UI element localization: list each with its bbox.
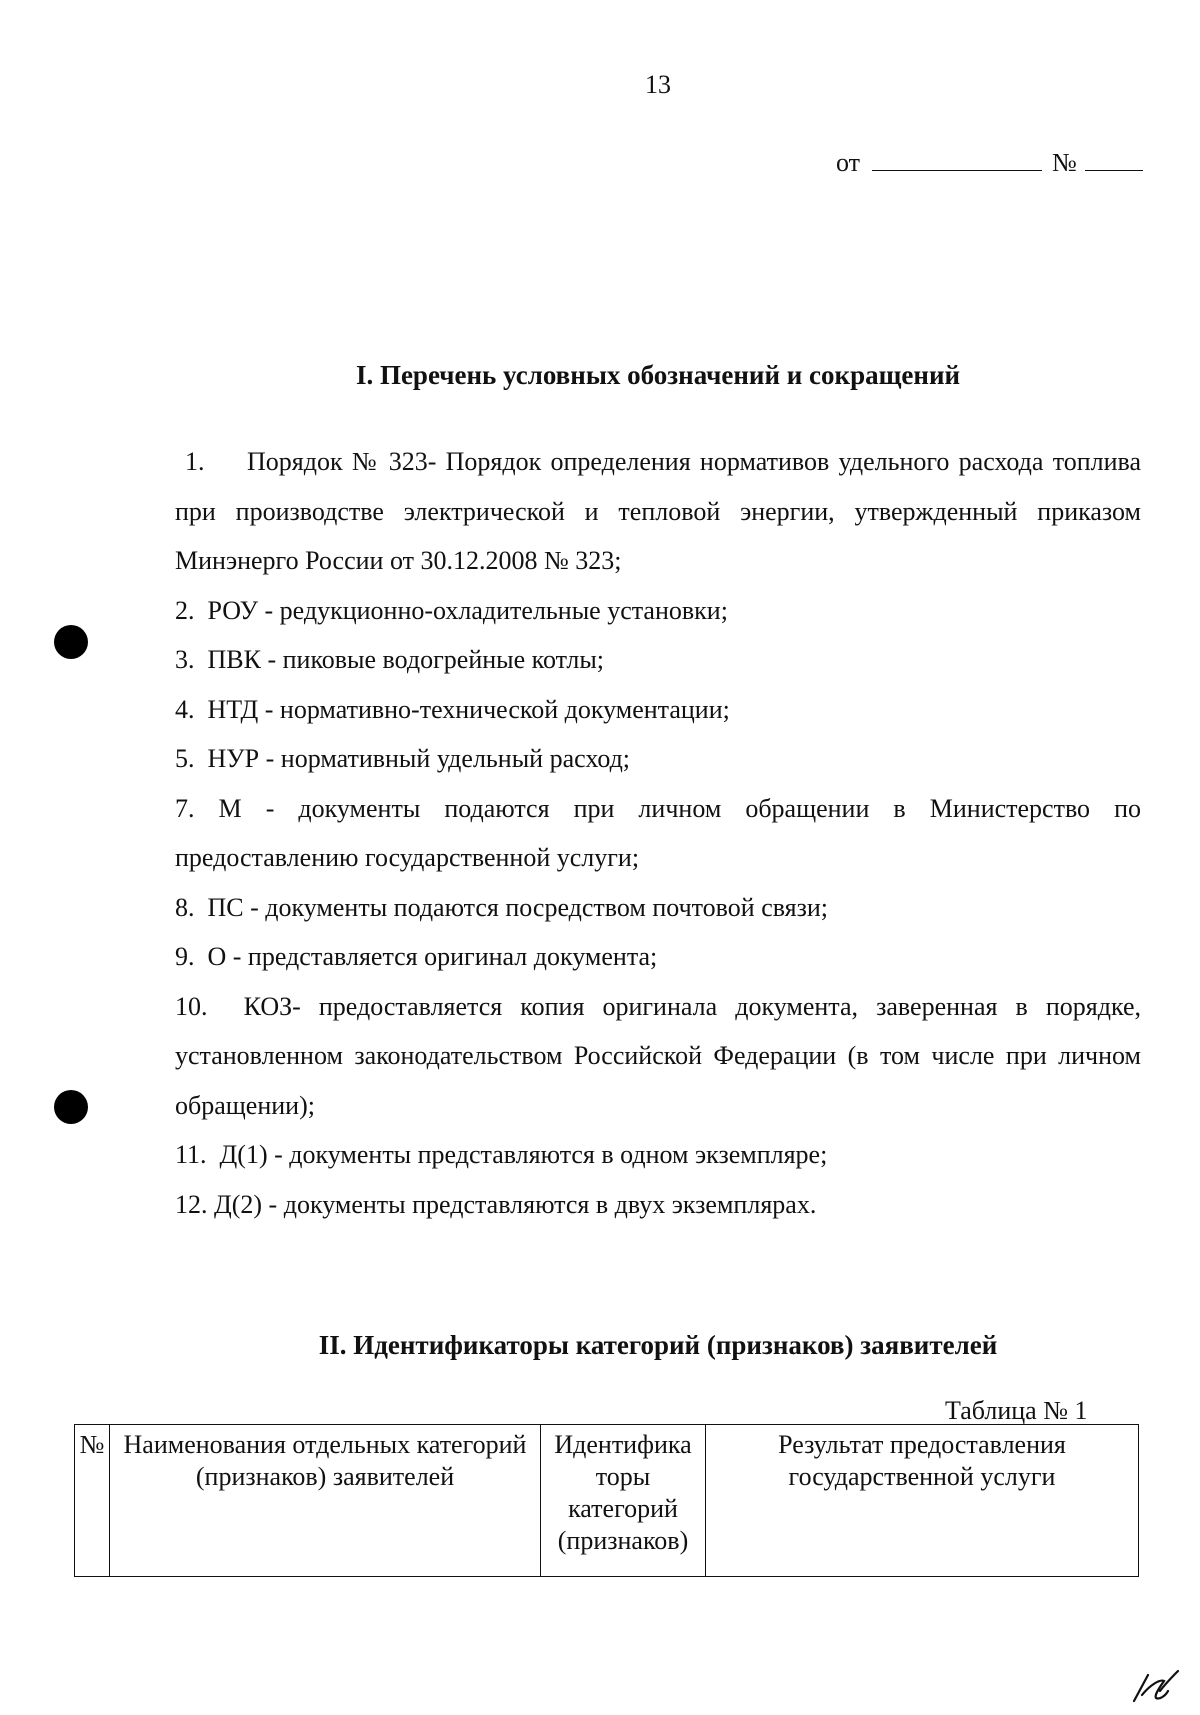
list-item xyxy=(175,1180,1141,1230)
item-number: 1. xyxy=(185,447,205,476)
item-text: НТД - нормативно-технической документации; xyxy=(207,694,730,724)
applicant-categories-table xyxy=(74,1424,1139,1577)
col-identifiers-header: Идентифика торы категорий (признаков) xyxy=(541,1425,706,1577)
date-blank xyxy=(872,150,1042,171)
item-text: Порядок № 323- Порядок определения нормативов удельного расхода топлива при производстве электрической и тепловой энергии, утвержденный приказом Минэнерго России от 30.12.2008 № 323; xyxy=(175,447,1141,575)
list-item xyxy=(175,734,1141,784)
list-item xyxy=(175,784,1141,883)
list-item xyxy=(175,883,1141,933)
col-category-name-header: Наименования отдельных категорий (признаков) заявителей xyxy=(110,1425,541,1577)
handwritten-page-mark xyxy=(1130,1665,1180,1705)
list-item xyxy=(175,982,1141,1131)
item-text: РОУ - редукционно-охладительные установки; xyxy=(207,595,728,625)
item-text: ПВК - пиковые водогрейные котлы; xyxy=(207,645,605,674)
item-number: 3. xyxy=(175,645,195,674)
item-number: 4. xyxy=(175,694,195,724)
table-header-row xyxy=(75,1425,1139,1577)
item-text: Д(2) - документы представляются в двух экземплярах. xyxy=(214,1189,817,1219)
col-number-header: № xyxy=(75,1425,110,1577)
number-blank xyxy=(1085,150,1143,171)
item-text: О - представляется оригинал документа; xyxy=(207,942,658,971)
item-text: М - документы подаются при личном обращении в Министерство по предоставлению государственной услуги; xyxy=(175,793,1142,872)
list-item xyxy=(175,685,1141,735)
item-number: 7. xyxy=(175,793,195,823)
item-text: Д(1) - документы представляются в одном экземпляре; xyxy=(219,1140,828,1169)
item-number: 10. xyxy=(175,991,208,1021)
list-item xyxy=(175,586,1141,636)
col-result-header: Результат предоставления государственной услуги xyxy=(706,1425,1139,1577)
item-number: 11. xyxy=(175,1140,207,1169)
item-number: 12. xyxy=(175,1189,208,1219)
item-number: 2. xyxy=(175,595,195,625)
section-1-title: I. Перечень условных обозначений и сокращений xyxy=(355,360,961,390)
from-label: от xyxy=(836,148,861,177)
list-item xyxy=(175,932,1141,982)
list-item xyxy=(175,437,1141,586)
page-number: 13 xyxy=(645,70,671,99)
section-2-title: II. Идентификаторы категорий (признаков) заявителей xyxy=(318,1330,998,1360)
item-number: 5. xyxy=(175,744,195,773)
list-item xyxy=(175,635,1141,685)
item-text: КОЗ- предоставляется копия оригинала документа, заверенная в порядке, установленном законодательством Российской Федерации (в том числе при личном обращении); xyxy=(175,991,1141,1120)
list-item xyxy=(175,1130,1141,1180)
item-number: 9. xyxy=(175,942,195,971)
table-caption: Таблица № 1 xyxy=(945,1396,1088,1425)
binder-hole-mark xyxy=(54,625,88,659)
abbreviation-list xyxy=(175,437,1141,1229)
item-number: 8. xyxy=(175,892,195,922)
number-label: № xyxy=(1052,148,1077,177)
item-text: НУР - нормативный удельный расход; xyxy=(207,744,631,773)
binder-hole-mark xyxy=(54,1090,88,1124)
date-number-line xyxy=(836,148,1143,178)
item-text: ПС - документы подаются посредством почтовой связи; xyxy=(207,892,829,922)
